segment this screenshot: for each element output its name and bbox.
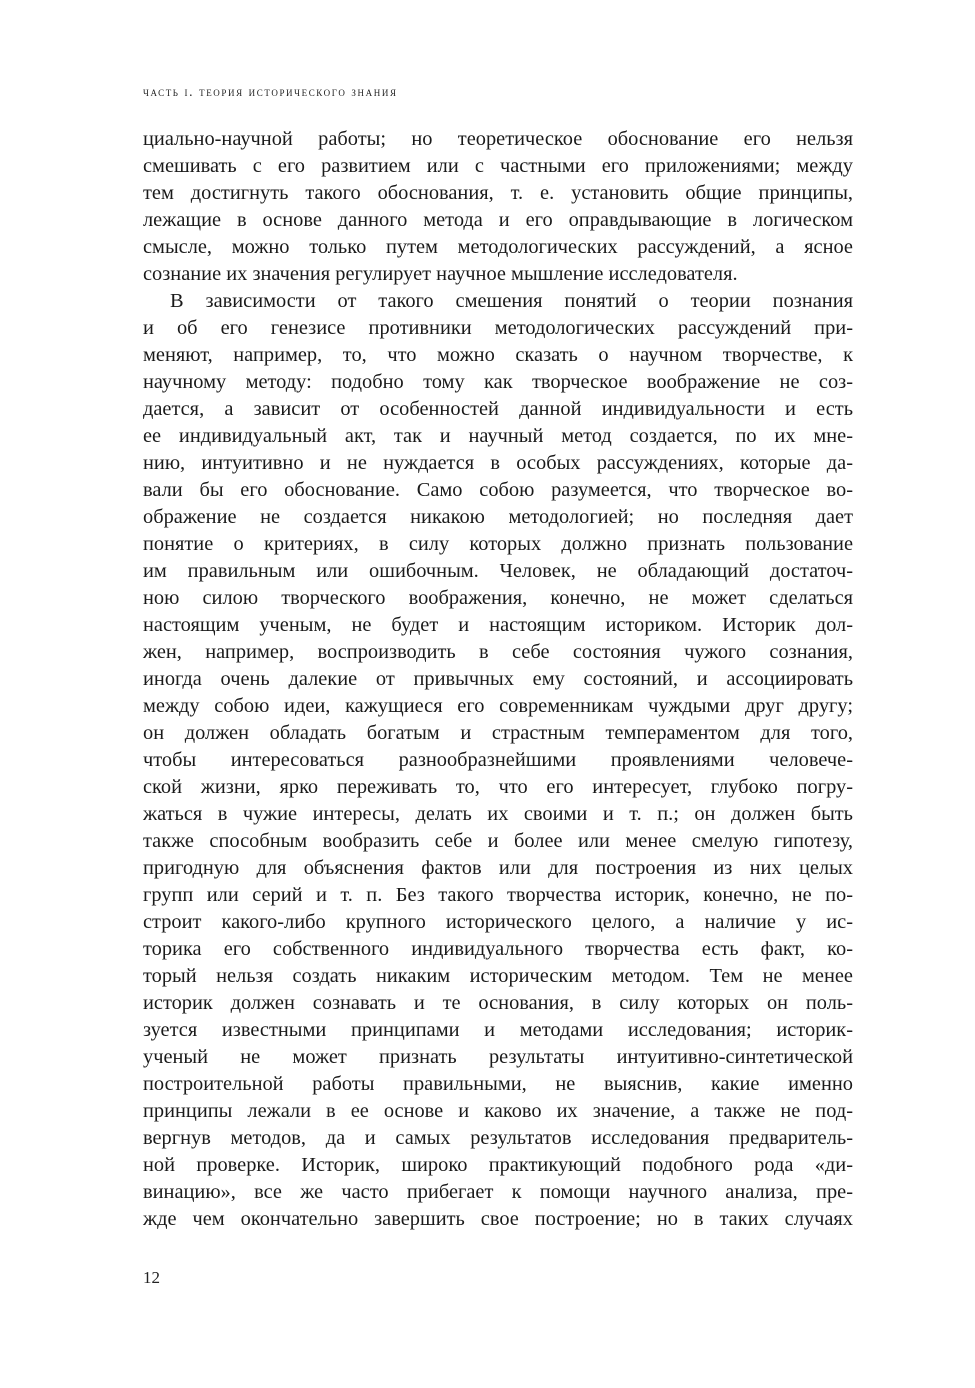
text-line: зуется известными принципами и методами исследования; историк-	[143, 1019, 853, 1041]
text-line: понятие о критериях, в силу которых должно признать пользование	[143, 533, 853, 555]
text-line: им правильным или ошибочным. Человек, не обладающий достаточ-	[143, 560, 853, 582]
text-line: жде чем окончательно завершить свое построение; но в таких случаях	[143, 1208, 853, 1230]
text-line: построительной работы правильными, не выяснив, какие именно	[143, 1073, 853, 1095]
text-line: В зависимости от такого смешения понятий о теории познания	[170, 290, 853, 312]
text-line: чтобы интересоваться разнообразнейшими проявлениями человече-	[143, 749, 853, 771]
body-text	[143, 126, 853, 1233]
text-line: историк должен сознавать и те основания, в силу которых он поль-	[143, 992, 853, 1014]
text-line: нию, интуитивно и не нуждается в особых рассуждениях, которые да-	[143, 452, 853, 474]
text-line: жаться в чужие интересы, делать их своими и т. п.; он должен быть	[143, 803, 853, 825]
text-line: ской жизни, ярко переживать то, что его интересует, глубоко погру-	[143, 776, 853, 798]
text-line: ее индивидуальный акт, так и научный метод создается, по их мне-	[143, 425, 853, 447]
text-line: винацию», все же часто прибегает к помощи научного анализа, пре-	[143, 1181, 853, 1203]
text-line: жен, например, воспроизводить в себе состояния чужого сознания,	[143, 641, 853, 663]
text-line: вергнув методов, да и самых результатов исследования предваритель-	[143, 1127, 853, 1149]
text-line: принципы лежали в ее основе и каково их значение, а также не под-	[143, 1100, 853, 1122]
text-line: циально-научной работы; но теоретическое обоснование его нельзя	[143, 128, 853, 150]
text-line: лежащие в основе данного метода и его оправдывающие в логическом	[143, 209, 853, 231]
text-line: дается, а зависит от особенностей данной индивидуальности и есть	[143, 398, 853, 420]
text-line: настоящим ученым, не будет и настоящим историком. Историк дол-	[143, 614, 853, 636]
text-line: смысле, можно только путем методологических рассуждений, а ясное	[143, 236, 853, 258]
text-line: меняют, например, то, что можно сказать о научном творчестве, к	[143, 344, 853, 366]
text-line: между собою идеи, кажущиеся его современникам чуждыми друг другу;	[143, 695, 853, 717]
text-line: групп или серий и т. п. Без такого творчества историк, конечно, не по-	[143, 884, 853, 906]
text-line: ображение не создается никакою методологией; но последняя дает	[143, 506, 853, 528]
text-line: вали бы его обоснование. Само собою разумеется, что творческое во-	[143, 479, 853, 501]
text-line: также способным вообразить себе и более или менее смелую гипотезу,	[143, 830, 853, 852]
text-line: научному методу: подобно тому как творческое воображение не соз-	[143, 371, 853, 393]
text-line: торика его собственного индивидуального творчества есть факт, ко-	[143, 938, 853, 960]
text-line: смешивать с его развитием или с частными его приложениями; между	[143, 155, 853, 177]
text-line: и об его генезисе противники методологических рассуждений при-	[143, 317, 853, 339]
text-line: ною силою творческого воображения, конечно, не может сделаться	[143, 587, 853, 609]
page-number: 12	[143, 1268, 160, 1287]
text-line: тем достигнуть такого обоснования, т. е. установить общие принципы,	[143, 182, 853, 204]
text-line: пригодную для объяснения фактов или для построения из них целых	[143, 857, 853, 879]
text-line: строит какого-либо крупного исторического целого, а наличие у ис-	[143, 911, 853, 933]
running-header: часть i. теория исторического знания	[143, 84, 398, 99]
text-line: сознание их значения регулирует научное мышление исследователя.	[143, 263, 738, 285]
text-line: он должен обладать богатым и страстным темпераментом для того,	[143, 722, 853, 744]
text-line: ной проверке. Историк, широко практикующий подобного рода «ди-	[143, 1154, 853, 1176]
text-line: иногда очень далекие от привычных ему состояний, и ассоциировать	[143, 668, 853, 690]
text-line: ученый не может признать результаты интуитивно-синтетической	[143, 1046, 853, 1068]
text-line: торый нельзя создать никаким историческим методом. Тем не менее	[143, 965, 853, 987]
